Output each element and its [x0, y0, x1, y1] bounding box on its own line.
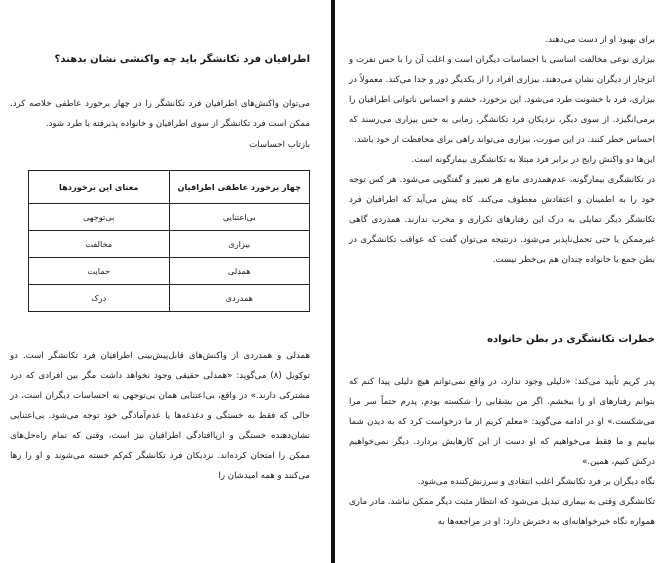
paragraph: برای بهبود او از دست می‌دهند. [545, 35, 655, 45]
table-cell: همدلی [169, 258, 310, 285]
table-row [29, 258, 310, 285]
table-cell: بیزاری [169, 231, 310, 258]
table-header-cell: چهار برخورد عاطفی اطرافیان [169, 171, 310, 204]
paragraph: بیزاری نوعی مخالفت اساسی با احساسات دیگران است و اغلب آن را با حس نفرت و انزجار از دیگران نشان می‌دهند. بیزاری افراد را از یکدیگر دور و جدا می‌کند. معمولاً در بیزاری، فرد با خشونت طرد می‌شود. این برخورد، خشم و احساس ناتوانی اطرافیان را برمی‌انگیزد. از سوی دیگر، نزدیکان فرد تکانشگر، زمانی به حس بیزاری می‌رسند که احساس خطر کنند. در این صورت، بیزاری می‌تواند راهی برای محافظت از خود باشد. [349, 55, 655, 145]
reactions-table [28, 170, 310, 312]
table-cell: بی‌اعتنایی [169, 204, 310, 231]
table-cell: حمایت [29, 258, 170, 285]
table-cell: مخالفت [29, 231, 170, 258]
table-cell: بی‌توجهی [29, 204, 170, 231]
table-row [29, 231, 310, 258]
feedback-label: بازتاب احساسات [249, 140, 310, 150]
page-gutter [331, 0, 335, 563]
section-heading: اطرافیان فرد تکانشگر باید چه واکنشی نشان بدهند؟ [54, 54, 310, 65]
paragraph: در تکانشگری بیمارگونه، عدم‌همدردی مانع هر تغییر و گفتگویی می‌شود. هر کس توجه خود را به اطمینان و اعتقادش معطوف می‌کند. کاه پیش می‌آید که اطرافیان فرد تکانشگر دیگر تمایلی به درک این رفتارهای تکراری و مخرب ندارند. همدردی گاهی غیرممکن یا حتی تحمل‌ناپذیر می‌شود. درنتیجه می‌توان گفت که عواقب تکانشگری در بطن جمع یا خانواده چندان هم بی‌خطر نیست. [349, 175, 655, 265]
paragraph: تکانشگری وقتی به بیماری تبدیل می‌شود که انتظار مثبت دیگر ممکن نباشد. مادر ماری همواره نگاه خیرخواهانه‌ای به دخترش دارد: او در مراجعه‌ها به [349, 497, 655, 527]
right-page-bottom-text [349, 372, 655, 532]
table-cell: درک [29, 285, 170, 312]
table-row [29, 285, 310, 312]
section-heading: خطرات تکانشگری در بطن خانواده [487, 334, 655, 345]
table-cell: همدردی [169, 285, 310, 312]
table-header-row [29, 171, 310, 204]
body-paragraph: همدلی و همدردی از واکنش‌های قابل‌پیش‌بینی اطرافیان فرد تکانشگر است. دو توکویل (۸) می‌گوید: «همدلی حقیقی وجود نخواهد داشت مگر بین افرادی که درد مشترکی دارند.» در واقع، بی‌اعتنایی همان بی‌توجهی به احساسات دیگران است، در حالی که فقط به خستگی و دغدغه‌ها یا عدم‌آمادگی خود توجه می‌شود. بی‌اعتنایی نشان‌دهنده خستگی و ازپاافتادگی اطرافیان نیز است، وقتی که تمام راه‌حل‌های ممکن را امتحان کرده‌اند. نزدیکان فرد تکانشگر کم‌کم خسته می‌شوند و او را رها می‌کنند و همه امیدشان را [10, 351, 310, 481]
paragraph: پدر کریم تأیید می‌کند: «دلیلی وجود ندارد، در واقع نمی‌توانم هیچ دلیلی پیدا کنم که بتوانم رفتارهای او را ببخشم. اگر من بشقابی را شکسته بودم، پدرم حتماً سر مرا می‌شکست.» او در ادامه می‌گوید: «معلم کریم از ما درخواست کرد که به دیدن شما بیاییم و ما فقط می‌خواهیم که او دست از این کارهایش بردارد. دیگر نمی‌خواهیم درکش کنیم، همین.» [349, 377, 655, 467]
table-row [29, 204, 310, 231]
paragraph: نگاه دیگران بر فرد تکانشگر اغلب انتقادی و سرزنش‌کننده می‌شود. [417, 477, 655, 487]
paragraph: این‌ها دو واکنش رایج در برابر فرد مبتلا به تکانشگری بیمارگونه است. [411, 155, 655, 165]
intro-paragraph: می‌توان واکنش‌های اطرافیان فرد تکانشگر را در چهار برخورد عاطفی خلاصه کرد. ممکن است فرد تکانشگر از سوی اطرافیان و خانواده پذیرفته یا طرد شود. [10, 99, 310, 129]
left-page [8, 0, 324, 563]
right-page [343, 0, 661, 563]
table-header-cell: معنای این برخوردها [29, 171, 170, 204]
right-page-top-text [349, 30, 655, 270]
